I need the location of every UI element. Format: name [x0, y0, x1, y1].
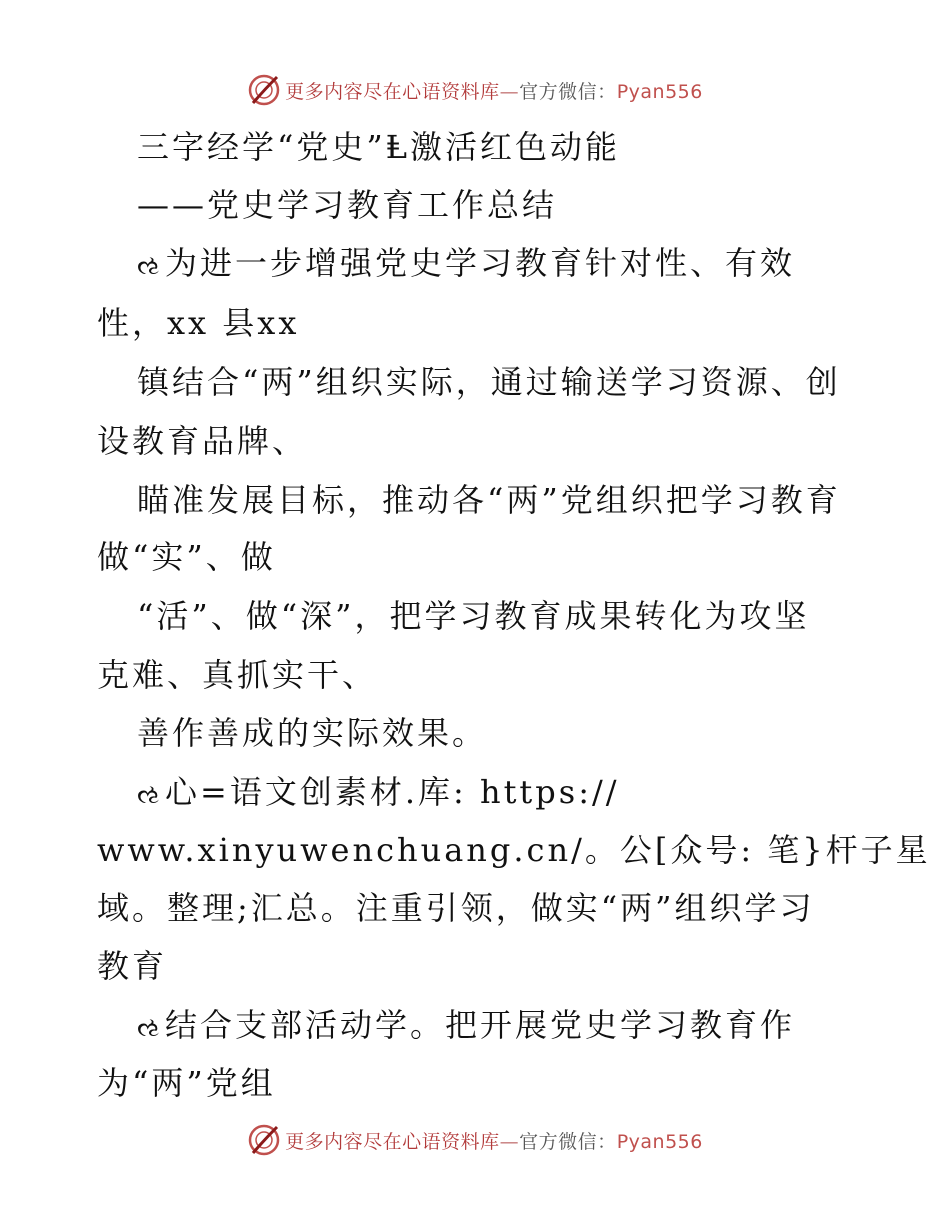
- paragraph-line: 做“实”、做: [97, 538, 276, 576]
- banner-separator: —: [499, 1130, 520, 1153]
- banner-separator: —: [499, 80, 520, 103]
- paragraph-line: [137, 1005, 795, 1048]
- paragraph-line-text: 心=语文创素材.库: https://: [165, 773, 620, 811]
- paragraph-line: 教育: [97, 947, 168, 985]
- paragraph-line: www.xinyuwenchuang.cn/。公[众号: 笔}杆子星: [97, 831, 931, 869]
- feather-seal-logo-icon: [247, 1123, 281, 1157]
- banner-wechat-id: Pyan556: [616, 80, 703, 103]
- paragraph-line: 域。整理;汇总。注重引领，做实“两”组织学习: [97, 889, 815, 927]
- paragraph-line: 设教育品牌、: [97, 422, 308, 460]
- document-title: 三字经学“党史”Ⱡ激活红色动能: [137, 128, 620, 166]
- paragraph-line: 镇结合“两”组织实际，通过输送学习资源、创: [137, 363, 841, 401]
- scroll-ornament-icon: ઌ: [137, 780, 164, 810]
- banner-main-text: 更多内容尽在心语资料库: [285, 1130, 500, 1153]
- banner-wechat-label: 官方微信：: [519, 80, 617, 103]
- banner-wechat-id: Pyan556: [616, 1130, 703, 1153]
- paragraph-line-text: 为进一步增强党史学习教育针对性、有效: [165, 244, 796, 282]
- footer-watermark-banner: [0, 1120, 950, 1160]
- document-subtitle: ——党史学习教育工作总结: [137, 186, 558, 224]
- scroll-ornament-icon: ઌ: [137, 251, 164, 281]
- paragraph-line: 善作善成的实际效果。: [137, 714, 488, 752]
- scroll-ornament-icon: ઌ: [137, 1013, 164, 1043]
- paragraph-line: 克难、真抓实干、: [97, 656, 378, 694]
- paragraph-line: [137, 243, 795, 286]
- banner-wechat-label: 官方微信：: [519, 1130, 617, 1153]
- paragraph-line-text: 结合支部活动学。把开展党史学习教育作: [165, 1006, 796, 1044]
- paragraph-line: 为“两”党组: [97, 1064, 276, 1102]
- paragraph-line: 瞄准发展目标，推动各“两”党组织把学习教育: [137, 481, 841, 519]
- banner-text: [285, 1127, 703, 1154]
- paragraph-line: 性，xx 县xx: [97, 304, 300, 342]
- paragraph-line: [137, 772, 620, 815]
- paragraph-line: “活”、做“深”，把学习教育成果转化为攻坚: [137, 597, 810, 635]
- banner-main-text: 更多内容尽在心语资料库: [285, 80, 500, 103]
